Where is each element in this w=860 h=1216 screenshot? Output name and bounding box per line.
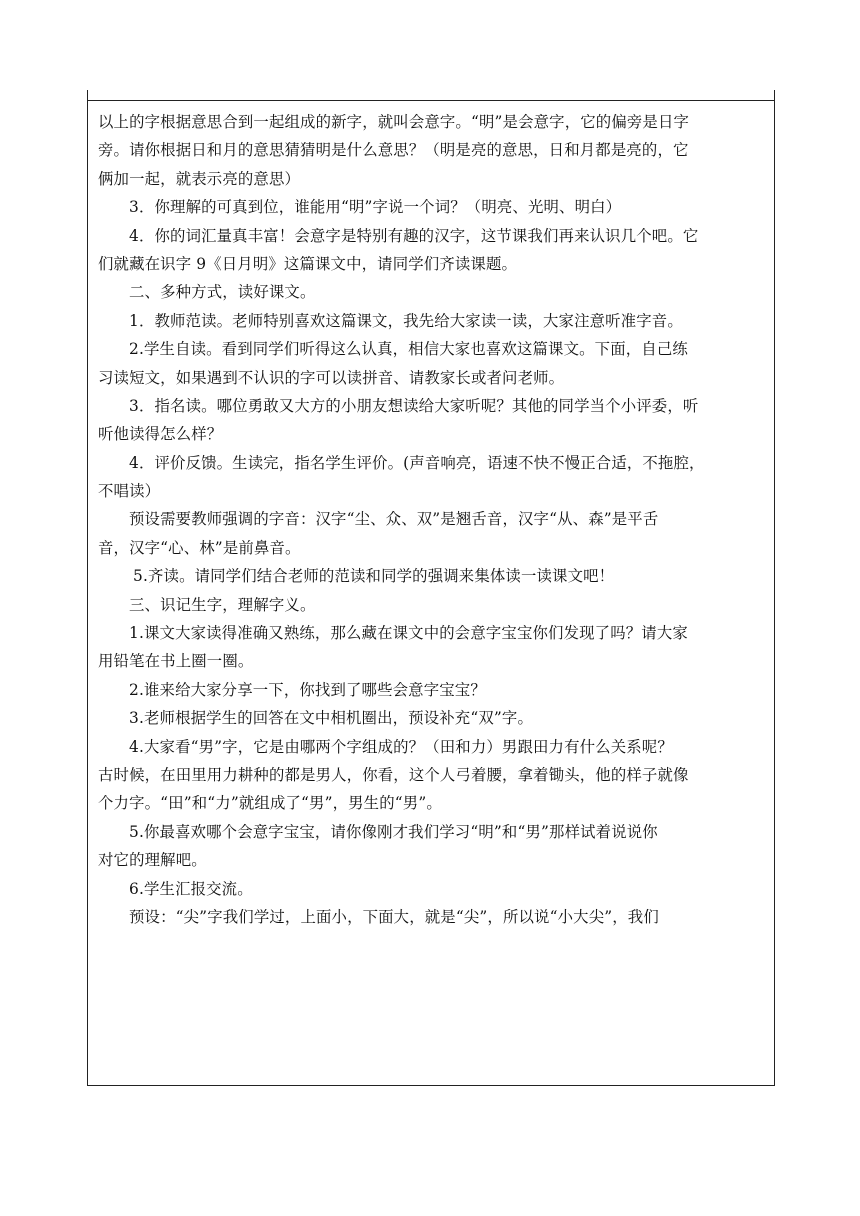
section-heading: 二、多种方式，读好课文。 xyxy=(129,283,316,302)
text-line: 3.老师根据学生的回答在文中相机圈出，预设补充“双”字。 xyxy=(129,709,533,728)
text-line: 用铅笔在书上圈一圈。 xyxy=(98,652,254,671)
text-line: 预设：“尖”字我们学过，上面小，下面大，就是“尖”，所以说“小大尖”，我们 xyxy=(129,907,659,926)
text-line: 以上的字根据意思合到一起组成的新字，就叫会意字。“明”是会意字，它的偏旁是日字 xyxy=(98,113,690,131)
text-line: 5.齐读。请同学们结合老师的范读和同学的强调来集体读一读课文吧！ xyxy=(133,567,615,586)
text-line: 们就藏在识字 9《日月明》这篇课文中，请同学们齐读课题。 xyxy=(98,254,518,273)
text-line: 5.你最喜欢哪个会意字宝宝，请你像刚才我们学习“明”和“男”那样试着说说你 xyxy=(129,822,658,841)
text-line: 3．指名读。哪位勇敢又大方的小朋友想读给大家听呢？其他的同学当个小评委，听 xyxy=(129,396,699,415)
section-heading: 三、识记生字，理解字义。 xyxy=(129,595,316,614)
text-line: 2.谁来给大家分享一下，你找到了哪些会意字宝宝？ xyxy=(129,680,486,699)
text-line: 1．教师范读。老师特别喜欢这篇课文，我先给大家读一读，大家注意听准字音。 xyxy=(129,311,683,330)
text-line: 2.学生自读。看到同学们听得这么认真，相信大家也喜欢这篇课文。下面，自己练 xyxy=(129,340,688,359)
text-line: 4．你的词汇量真丰富！会意字是特别有趣的汉字，这节课我们再来认识几个吧。它 xyxy=(129,226,699,245)
text-line: 听他读得怎么样？ xyxy=(98,425,223,444)
text-line: 3．你理解的可真到位，谁能用“明”字说一个词？（明亮、光明、明白） xyxy=(129,198,622,217)
text-line: 6.学生汇报交流。 xyxy=(129,879,253,898)
text-line: 1.课文大家读得准确又熟练，那么藏在课文中的会意字宝宝你们发现了吗？请大家 xyxy=(129,624,688,643)
text-line: 不唱读） xyxy=(98,482,161,501)
text-line: 音，汉字“心、林”是前鼻音。 xyxy=(98,538,301,557)
text-line: 4.大家看“男”字，它是由哪两个字组成的？（田和力）男跟田力有什么关系呢？ xyxy=(129,737,673,756)
text-line: 俩加一起，就表示亮的意思） xyxy=(98,169,301,188)
text-line: 个力字。“田”和“力”就组成了“男”，男生的“男”。 xyxy=(98,794,442,813)
text-line: 古时候，在田里用力耕种的都是男人，你看，这个人弓着腰，拿着锄头，他的样子就像 xyxy=(98,765,689,784)
text-line: 预设需要教师强调的字音：汉字“尘、众、双”是翘舌音，汉字“从、森”是平舌 xyxy=(129,510,659,529)
text-line: 4．评价反馈。生读完，指名学生评价。(声音响亮，语速不快不慢正合适，不拖腔， xyxy=(129,453,705,472)
text-line: 对它的理解吧。 xyxy=(98,851,207,870)
lesson-text xyxy=(98,108,768,931)
text-line: 旁。请你根据日和月的意思猜猜明是什么意思？（明是亮的意思，日和月都是亮的，它 xyxy=(98,141,689,160)
text-line: 习读短文，如果遇到不认识的字可以读拼音、请教家长或者问老师。 xyxy=(98,368,565,387)
